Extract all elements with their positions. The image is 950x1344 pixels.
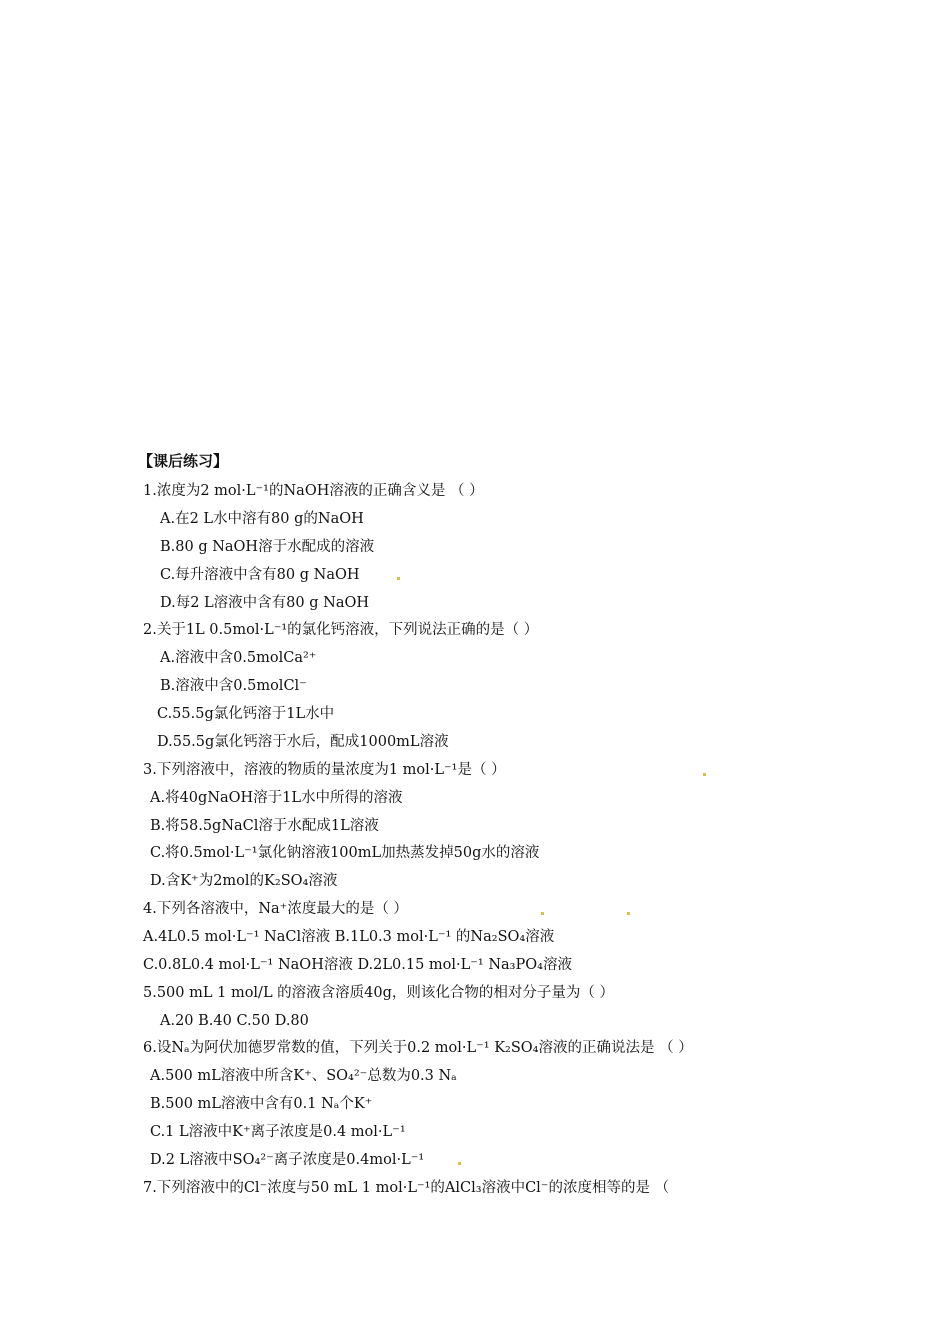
question-1-option-c: C.每升溶液中含有80 g NaOH bbox=[160, 567, 360, 583]
question-6-stem: 6.设Nₐ为阿伏加德罗常数的值，下列关于0.2 mol·L⁻¹ K₂SO₄溶液的正确说法是 （ ） bbox=[143, 1040, 693, 1056]
question-6-option-b: B.500 mL溶液中含有0.1 Nₐ个K⁺ bbox=[150, 1096, 373, 1112]
question-4-stem: 4.下列各溶液中，Na⁺浓度最大的是（ ） bbox=[143, 901, 408, 917]
question-3-option-b: B.将58.5gNaCl溶于水配成1L溶液 bbox=[150, 818, 379, 834]
speck-mark bbox=[541, 912, 544, 915]
question-4-options-cd: C.0.8L0.4 mol·L⁻¹ NaOH溶液 D.2L0.15 mol·L⁻¹ Na₃PO₄溶液 bbox=[143, 957, 572, 973]
question-1-option-a: A.在2 L水中溶有80 g的NaOH bbox=[160, 511, 364, 527]
question-3-option-d: D.含K⁺为2mol的K₂SO₄溶液 bbox=[150, 873, 338, 889]
question-6-option-d: D.2 L溶液中SO₄²⁻离子浓度是0.4mol·L⁻¹ bbox=[150, 1152, 425, 1168]
question-5-stem: 5.500 mL 1 mol/L 的溶液含溶质40g，则该化合物的相对分子量为（ ） bbox=[143, 985, 615, 1001]
speck-mark bbox=[458, 1162, 461, 1165]
speck-mark bbox=[397, 577, 400, 580]
question-6-option-a: A.500 mL溶液中所含K⁺、SO₄²⁻总数为0.3 Nₐ bbox=[150, 1068, 457, 1084]
question-4-options-ab: A.4L0.5 mol·L⁻¹ NaCl溶液 B.1L0.3 mol·L⁻¹ 的Na₂SO₄溶液 bbox=[143, 929, 555, 945]
speck-mark bbox=[627, 912, 630, 915]
question-1-option-d: D.每2 L溶液中含有80 g NaOH bbox=[160, 595, 369, 611]
question-2-stem: 2.关于1L 0.5mol·L⁻¹的氯化钙溶液，下列说法正确的是（ ） bbox=[143, 622, 539, 638]
section-heading: 【课后练习】 bbox=[138, 452, 229, 470]
question-6-option-c: C.1 L溶液中K⁺离子浓度是0.4 mol·L⁻¹ bbox=[150, 1124, 406, 1140]
question-7-stem: 7.下列溶液中的Cl⁻浓度与50 mL 1 mol·L⁻¹的AlCl₃溶液中Cl⁻的浓度相等的是 （ bbox=[143, 1180, 670, 1196]
question-1-option-b: B.80 g NaOH溶于水配成的溶液 bbox=[160, 539, 375, 555]
question-1-stem: 1.浓度为2 mol·L⁻¹的NaOH溶液的正确含义是 （ ） bbox=[143, 483, 484, 499]
question-3-stem: 3.下列溶液中，溶液的物质的量浓度为1 mol·L⁻¹是（ ） bbox=[143, 762, 506, 778]
question-5-options: A.20 B.40 C.50 D.80 bbox=[160, 1013, 309, 1029]
question-2-option-d: D.55.5g氯化钙溶于水后，配成1000mL溶液 bbox=[157, 734, 449, 750]
speck-mark bbox=[703, 773, 706, 776]
question-2-option-b: B.溶液中含0.5molCl⁻ bbox=[160, 678, 307, 694]
question-3-option-a: A.将40gNaOH溶于1L水中所得的溶液 bbox=[150, 790, 403, 806]
question-2-option-c: C.55.5g氯化钙溶于1L水中 bbox=[157, 706, 335, 722]
question-3-option-c: C.将0.5mol·L⁻¹氯化钠溶液100mL加热蒸发掉50g水的溶液 bbox=[150, 845, 540, 861]
question-2-option-a: A.溶液中含0.5molCa²⁺ bbox=[160, 650, 317, 666]
